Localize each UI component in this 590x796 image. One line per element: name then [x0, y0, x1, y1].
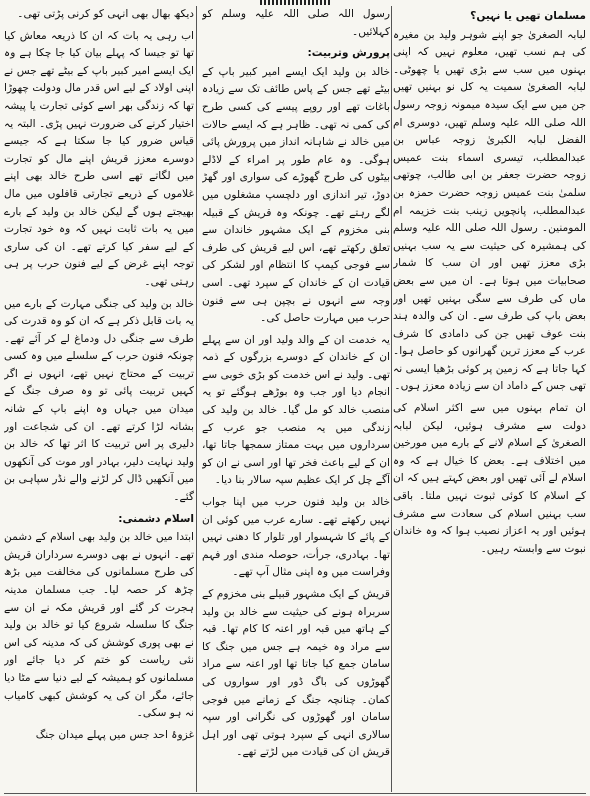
column-divider [391, 6, 392, 792]
paragraph: خالد بن ولید فنون حرب میں اپنا جواب نہیں رکھتے تھے۔ سارے عرب میں کوئی ان کے پائے کا شہسوار اور تلوار کا دھنی نہیں تھا۔ بہادری، جرأت، حوصلہ مندی اور فہم وفراست میں وہ اپنی مثال آپ تھے۔ [202, 496, 390, 579]
columns-container [4, 6, 586, 792]
paragraph: قریش کے ایک مشہور قبیلے بنی مخزوم کے سربراہ ہونے کی حیثیت سے خالد بن ولید کے ہاتھ میں قبہ اور اعنہ کا کام تھا۔ قبہ سے مراد وہ خیمہ ہے جس میں جنگ کا سامان جمع کیا جاتا تھا اور اعنہ سے مراد گھوڑوں کی باگ ڈور اور سواروں کی کمان۔ چنانچہ جنگ کے زمانے میں فوجی سامان اور گھوڑوں کی نگرانی اور سپہ سالاری انہی کے سپرد ہوتی تھی اور اہل قریش ان کی قیادت میں لڑتے تھے۔ [202, 588, 390, 759]
column-left [4, 6, 194, 792]
paragraph: اب رہی یہ بات کہ ان کا ذریعہ معاش کیا تھا تو جیسا کہ پہلے بیان کیا جا چکا ہے وہ ایک ایسے امیر کبیر باپ کے بیٹے تھے جس نے اپنی اولاد کے لیے اس قدر مال ودولت چھوڑا تھا کہ زندگی بھر اسے کوئی تجارت یا پیشہ اختیار کرنے کی ضرورت نہیں پڑی۔ البتہ یہ قیاس ضرور کیا جا سکتا ہے کہ جیسے دوسرے معزز قریش اپنے مال کو تجارت میں لگاتے تھے اسی طرح خالد بھی اپنے غلاموں کے ذریعے تجارتی قافلوں میں مال بھیجتے ہوں گے لیکن خالد بن ولید کے بارے میں یہ بات ثابت نہیں کہ وہ خود تجارت کے لیے سفر کیا کرتے تھے۔ ان کی ساری توجہ اپنے غرض کے لیے فنون حرب پر ہی رہتی تھی۔ [4, 29, 194, 288]
paragraph: خالد بن ولید کی جنگی مہارت کے بارے میں یہ بات قابل ذکر ہے کہ ان کو وہ قدرت کی طرف سے جنگی دل ودماغ لے کر آئے تھے۔ چونکہ فنون حرب کے سلسلے میں وہ کسی تربیت کے محتاج نہیں تھے، انہوں نے اگر کہیں تربیت پائی تو وہ صرف جنگ کے میدان میں جہاں وہ اپنے باپ کے شانہ بشانہ لڑا کرتے تھے۔ ان کی شجاعت اور دلیری پر اس تربیت کا اثر تھا کہ خالد بن ولید نہایت دلیر، بہادر اور موت کی آنکھوں میں آنکھیں ڈال کر لڑنے والے نڈر سپاہی بن گئے۔ [4, 297, 194, 504]
column-right [393, 6, 586, 792]
bottom-rule [4, 793, 586, 794]
paragraph: ان تمام بہنوں میں سے اکثر اسلام کی دولت سے مشرف ہوئیں، لیکن لبابہ الصغریٰ کے اسلام لانے کے بارے میں مورخین میں اختلاف ہے۔ بعض کا خیال ہے کہ وہ اسلام لے آئی تھیں اور بعض کہتے ہیں کہ ان کے اسلام کا کوئی ثبوت نہیں ملتا۔ باقی سب بہنیں اسلام کی سعادت سے مشرف ہوئیں اور یہ اعزاز نصیب ہوا کہ وہ خاندان نبوت سے وابستہ رہیں۔ [393, 402, 586, 555]
paragraph: ابتدا میں خالد بن ولید بھی اسلام کے دشمن تھے۔ انہوں نے بھی دوسرے سرداران قریش کی طرح مسلمانوں کی مخالفت میں بڑھ چڑھ کر حصہ لیا۔ جب مسلمان مدینہ ہجرت کر گئے اور قریش مکہ نے ان سے جنگ کا سلسلہ شروع کیا تو خالد بن ولید نے بھی پوری کوشش کی کہ مدینہ کی اس نئی ریاست کو ختم کر دیا جائے اور مسلمانوں کو ہمیشہ کے لیے دنیا سے مٹا دیا جائے، مگر ان کی یہ کوشش کبھی کامیاب نہ ہو سکی۔ [4, 531, 194, 720]
paragraph: خالد بن ولید ایک ایسے امیر کبیر باپ کے بیٹے تھے جس کے پاس طائف تک سے زیادہ باغات تھے اور روپے پیسے کی کسی طرح کی کمی نہ تھی۔ ظاہر ہے کہ ایسے حالات میں خالد نے شاہانہ انداز میں پرورش پائی ہوگی۔ وہ عام طور پر امراء کے لاڈلے بیٹوں کی طرح گھوڑے کی سواری اور گھڑ دوڑ، تیر اندازی اور دلچسپ مشغلوں میں لگے رہتے تھے۔ چونکہ وہ قریش کے قبیلہ بنی مخزوم کے ایک مشہور خاندان سے تعلق رکھتے تھے، اس لیے قریش کی طرف سے فوجی کیمپ کا انتظام اور لشکر کی قیادت ان کے خاندان کے سپرد تھی۔ اسی وجہ سے انہوں نے بچپن ہی سے فنون حرب میں مہارت حاصل کی۔ [202, 65, 390, 325]
paragraph: یہ خدمت ان کے والد ولید اور ان سے پہلے ان کے خاندان کے دوسرے بزرگوں کے ذمہ تھی۔ ولید نے اس خدمت کو بڑی خوبی سے انجام دیا اور جب وہ بوڑھے ہوگئے تو یہ منصب خالد کو مل گیا۔ خالد بن ولید کی زندگی میں یہ منصب جو عرب کے سرداروں میں بہت ممتاز سمجھا جاتا تھا، ان کے لیے باعث فخر تھا اور اسی نے ان کو آگے چل کر ایک عظیم سپہ سالار بنا دیا۔ [202, 333, 390, 487]
paragraph: لبابہ الصغریٰ جو اپنے شوہر ولید بن مغیرہ کی ہم نسب تھیں، معلوم نہیں کہ اپنی بہنوں میں سب سے بڑی تھیں یا چھوٹی۔ لبابہ الصغریٰ سمیت یہ کل نو بہنیں تھیں جن میں سے ایک سیدہ میمونہ زوجہ رسول اللہ صلی اللہ علیہ وسلم تھیں، دوسری ام الفضل لبابہ الکبریٰ زوجہ عباس بن عبدالمطلب، تیسری اسماء بنت عمیس زوجہ حضرت جعفر بن ابی طالب، چوتھی سلمیٰ بنت عمیس زوجہ حضرت حمزہ بن عبدالمطلب، پانچویں زینب بنت خزیمہ ام المومنین۔ رسول اللہ صلی اللہ علیہ وسلم کی ہمشیرہ کی حیثیت سے یہ سب بہنیں بڑی معزز تھیں اور ان سب کا شمار صحابیات میں ہوتا ہے۔ ان میں سے بعض ماں کی طرف سے سگی بہنیں تھیں اور بعض باپ کی طرف سے۔ ان کی والدہ ہند بنت عوف تھیں جن کی دامادی کا شرف عرب کے معزز ترین گھرانوں کو حاصل ہوا۔ کہا جاتا ہے کہ زمین پر کوئی بڑھیا ایسی نہ تھی جس کے داماد ان سے زیادہ معزز ہوں۔ [393, 28, 586, 393]
section-heading: پرورش وتربیت: [307, 47, 390, 60]
column-divider [196, 6, 197, 792]
column-middle [202, 6, 390, 792]
paragraph: رسول اللہ صلی اللہ علیہ وسلم کو کہلائیں۔ [202, 8, 390, 38]
top-ornament [260, 0, 330, 5]
paragraph: غزوۂ احد جس میں پہلے میدان جنگ [35, 728, 194, 741]
paragraph: دیکھ بھال بھی انہی کو کرنی پڑتی تھی۔ [17, 8, 194, 20]
section-heading: اسلام دشمنی: [118, 512, 194, 525]
section-heading: مسلمان تھیں یا نہیں؟ [470, 10, 586, 22]
